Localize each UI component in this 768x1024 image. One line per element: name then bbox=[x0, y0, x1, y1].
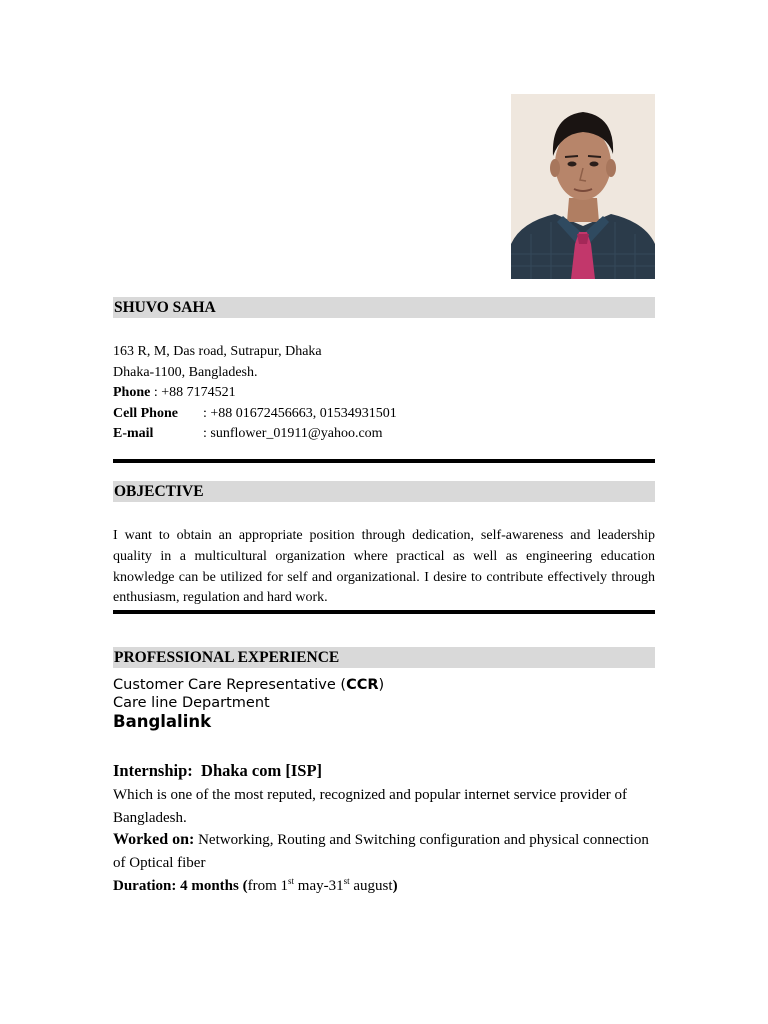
email-label: E-mail bbox=[113, 426, 154, 441]
internship-label: Internship: bbox=[113, 761, 193, 780]
phone-value: : +88 7174521 bbox=[150, 385, 236, 400]
worked-on-value: Networking, Routing and Switching configuration and physical connection of Optical fiber bbox=[113, 832, 649, 871]
section-divider bbox=[113, 459, 655, 463]
experience-heading: PROFESSIONAL EXPERIENCE bbox=[113, 647, 655, 668]
section-divider bbox=[113, 610, 655, 614]
address-line-2: Dhaka-1100, Bangladesh. bbox=[113, 365, 258, 380]
worked-on-label: Worked on: bbox=[113, 831, 195, 848]
profile-photo bbox=[511, 94, 655, 279]
phone-line bbox=[113, 383, 513, 404]
job-title: Customer Care Representative (CCR) bbox=[113, 677, 385, 693]
phone-label: Phone bbox=[113, 385, 151, 400]
internship-line bbox=[113, 760, 322, 782]
job-abbreviation: CCR bbox=[346, 677, 379, 693]
company-name: Banglalink bbox=[113, 712, 212, 731]
internship-company: Dhaka com [ISP] bbox=[201, 761, 323, 780]
address-line-1: 163 R, M, Das road, Sutrapur, Dhaka bbox=[113, 344, 322, 359]
cell-phone-label: Cell Phone bbox=[113, 406, 178, 421]
name-heading: SHUVO SAHA bbox=[113, 297, 655, 318]
portrait-image bbox=[511, 94, 655, 279]
objective-heading: OBJECTIVE bbox=[113, 481, 655, 502]
internship-description: Which is one of the most reputed, recognized and popular internet service provider of Bangladesh. bbox=[113, 787, 627, 826]
email-value: : sunflower_01911@yahoo.com bbox=[203, 426, 383, 441]
cell-phone-value: : +88 01672456663, 01534931501 bbox=[203, 406, 397, 421]
duration-label: Duration: 4 months bbox=[113, 878, 239, 894]
objective-text: I want to obtain an appropriate position through dedication, self-awareness and leadership quality in a multicultural organization where practical as well as engineering education knowledge can be utilized for self and organizational. I desire to contribute effectively through enthusiasm, regulation and hard work. bbox=[113, 528, 655, 606]
email-line bbox=[113, 424, 513, 445]
job-department: Care line Department bbox=[113, 695, 270, 711]
cell-phone-line bbox=[113, 404, 513, 425]
worked-on-block bbox=[113, 829, 655, 874]
duration-line: Duration: 4 months (from 1st may-31st august) bbox=[113, 876, 398, 894]
